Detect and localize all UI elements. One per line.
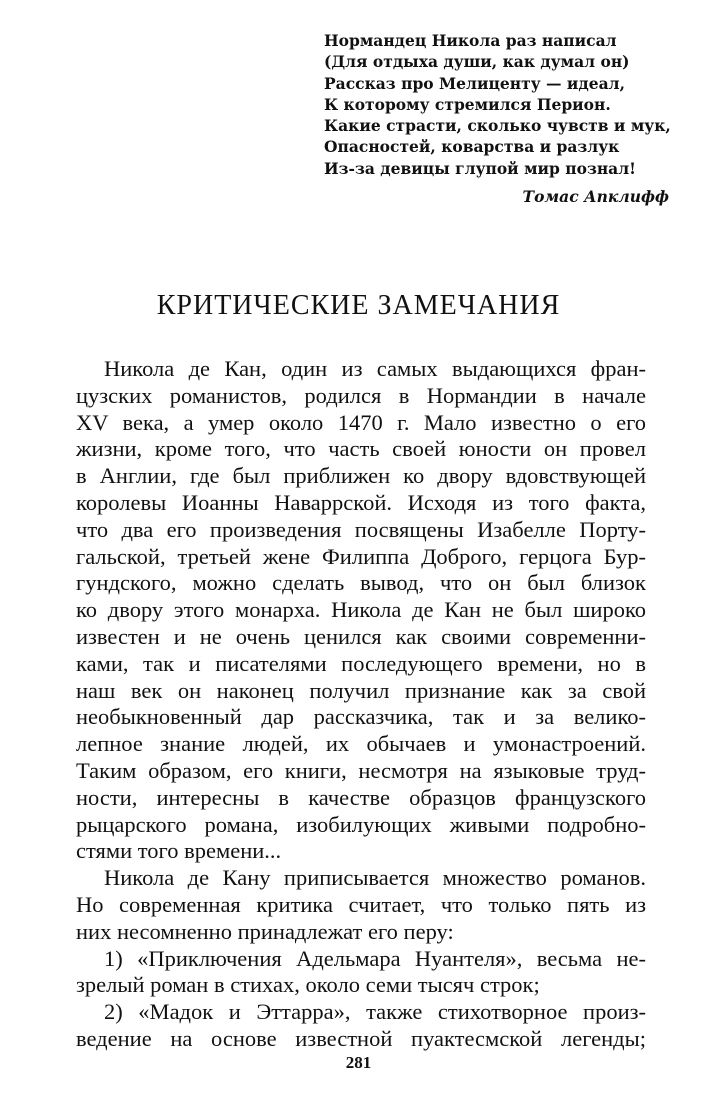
text-line: XV века, а умер около 1470 г. Мало известно о его [76, 409, 646, 435]
text-line: ности, интересны в качестве образцов французского [76, 784, 646, 810]
text-line: ведение на основе известной пуактесмской легенды; [76, 1025, 646, 1051]
epigraph-line: Из-за девицы глупой мир познал! [324, 158, 636, 178]
text-line: стями того времени... [76, 838, 282, 864]
text-line: жизни, кроме того, что часть своей юности он провел [76, 436, 646, 462]
text-line: что два его произведения посвящены Изабелле Порту- [76, 516, 646, 542]
text-line: гундского, можно сделать вывод, что он был близок [76, 570, 646, 596]
text-line: лепное знание людей, их обычаев и умонастроений. [76, 731, 646, 757]
text-line: королевы Иоанны Наваррской. Исходя из того факта, [76, 489, 646, 515]
epigraph-verse [324, 30, 669, 179]
body-text [76, 356, 646, 1053]
epigraph [324, 30, 669, 207]
text-line: них несомненно принадлежат его перу: [76, 918, 454, 944]
text-line: наш век он наконец получил признание как за свой [76, 677, 646, 703]
chapter-title: КРИТИЧЕСКИЕ ЗАМЕЧАНИЯ [156, 290, 561, 321]
text-line: Никола де Кан, один из самых выдающихся фран- [104, 356, 646, 381]
epigraph-line: Какие страсти, сколько чувств и мук, [324, 116, 671, 136]
text-line: гальской, третьей жене Филиппа Доброго, герцога Бур- [76, 543, 646, 569]
text-line: Таким образом, его книги, несмотря на языковые труд- [76, 757, 646, 783]
text-line: рыцарского романа, изобилующих живыми подробно- [76, 811, 646, 837]
epigraph-line: К которому стремился Перион. [324, 94, 611, 114]
epigraph-line: (Для отдыха души, как думал он) [324, 52, 630, 72]
epigraph-line: Рассказ про Мелиценту — идеал, [324, 73, 625, 93]
text-line: Никола де Кану приписывается множество романов. [104, 865, 646, 891]
epigraph-line: Нормандец Никола раз написал [324, 31, 617, 50]
text-line: ко двору этого монарха. Никола де Кан не был широко [76, 597, 646, 623]
text-line: зрелый роман в стихах, около семи тысяч строк; [76, 972, 540, 998]
epigraph-author: Томас Апклифф [522, 187, 669, 207]
page-number: 281 [345, 1053, 372, 1072]
text-line: Но современная критика считает, что только пять из [76, 891, 646, 917]
epigraph-line: Опасностей, коварства и разлук [324, 137, 620, 157]
text-line: 1) «Приключения Адельмара Нуантеля», весьма не- [104, 945, 646, 971]
text-line: необыкновенный дар рассказчика, так и за велико- [76, 704, 646, 730]
text-line: ками, так и писателями последующего времени, но в [76, 650, 646, 676]
text-line: в Англии, где был приближен ко двору вдовствующей [76, 463, 646, 489]
text-line: 2) «Мадок и Эттарра», также стихотворное произ- [104, 999, 646, 1025]
text-line: цузских романистов, родился в Нормандии в начале [76, 382, 646, 408]
text-line: известен и не очень ценился как своими современни- [76, 623, 646, 649]
